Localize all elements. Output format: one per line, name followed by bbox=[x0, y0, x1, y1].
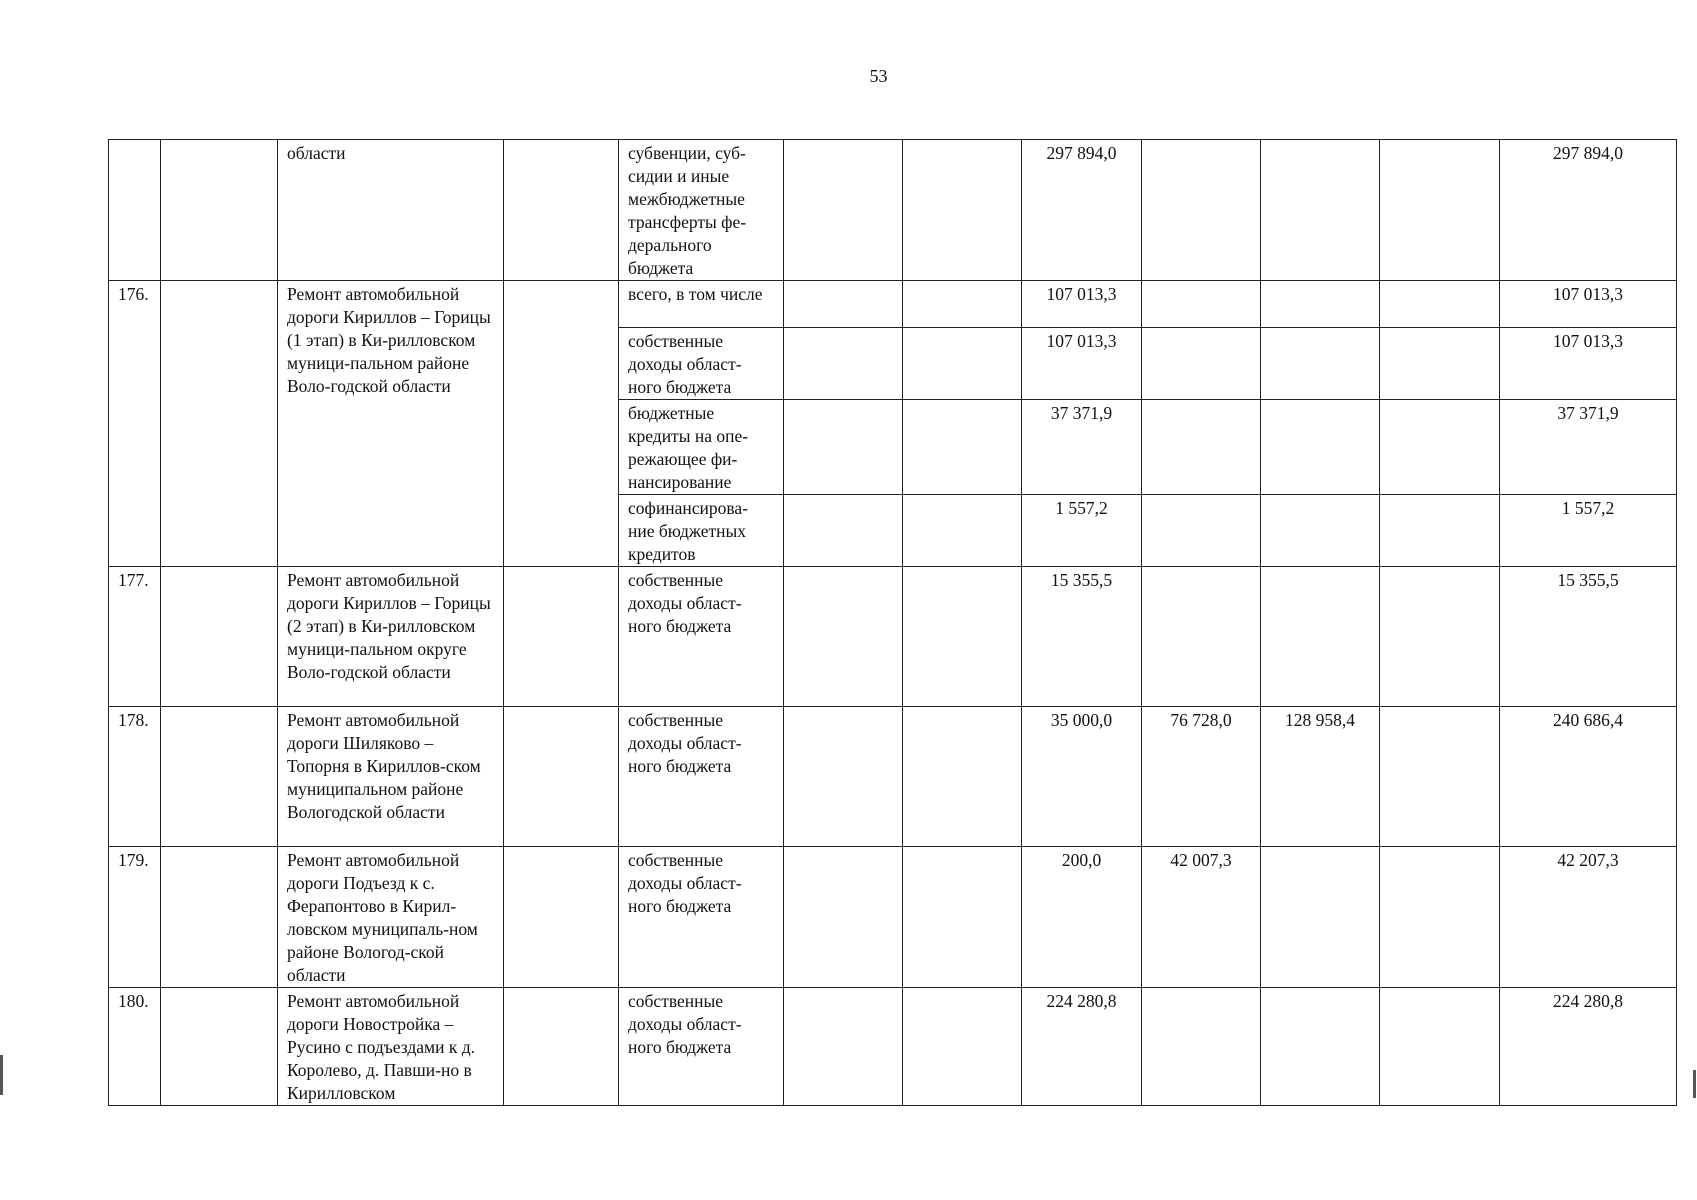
amount-cell bbox=[1261, 847, 1380, 988]
amount-cell bbox=[1380, 328, 1500, 400]
page-number: 53 bbox=[869, 66, 888, 86]
empty-cell bbox=[784, 281, 903, 328]
funding-source: собственные доходы област-ного бюджета bbox=[619, 328, 784, 400]
amount-cell bbox=[1261, 328, 1380, 400]
amount-cell bbox=[1380, 400, 1500, 495]
empty-cell bbox=[784, 495, 903, 567]
empty-cell bbox=[504, 847, 619, 988]
amount-cell bbox=[1142, 140, 1261, 281]
object-name: области bbox=[278, 140, 504, 281]
total-cell: 107 013,3 bbox=[1500, 281, 1677, 328]
object-name: Ремонт автомобильной дороги Кириллов – Горицы (1 этап) в Ки-рилловском муници-пальном районе Воло-годской области bbox=[278, 281, 504, 567]
total-cell: 240 686,4 bbox=[1500, 707, 1677, 847]
amount-cell bbox=[1142, 400, 1261, 495]
amount-cell: 1 557,2 bbox=[1022, 495, 1142, 567]
amount-cell bbox=[1261, 400, 1380, 495]
table-row bbox=[109, 281, 1677, 328]
empty-cell bbox=[504, 988, 619, 1106]
amount-cell bbox=[1142, 567, 1261, 707]
empty-cell bbox=[784, 567, 903, 707]
funding-source: субвенции, суб-сидии и иные межбюджетные трансферты фе-дерального бюджета bbox=[619, 140, 784, 281]
empty-cell bbox=[504, 567, 619, 707]
table-body bbox=[109, 140, 1677, 1106]
empty-cell bbox=[784, 400, 903, 495]
amount-cell bbox=[1142, 495, 1261, 567]
code-cell bbox=[161, 140, 278, 281]
amount-cell bbox=[1380, 567, 1500, 707]
object-name: Ремонт автомобильной дороги Кириллов – Горицы (2 этап) в Ки-рилловском муници-пальном округе Воло-годской области bbox=[278, 567, 504, 707]
row-number: 177. bbox=[109, 567, 161, 707]
row-number: 178. bbox=[109, 707, 161, 847]
amount-cell: 107 013,3 bbox=[1022, 328, 1142, 400]
code-cell bbox=[161, 988, 278, 1106]
empty-cell bbox=[903, 847, 1022, 988]
amount-cell: 297 894,0 bbox=[1022, 140, 1142, 281]
table-row bbox=[109, 567, 1677, 707]
amount-cell bbox=[1380, 707, 1500, 847]
amount-cell: 35 000,0 bbox=[1022, 707, 1142, 847]
empty-cell bbox=[784, 707, 903, 847]
empty-cell bbox=[903, 140, 1022, 281]
amount-cell bbox=[1380, 847, 1500, 988]
amount-cell: 42 007,3 bbox=[1142, 847, 1261, 988]
total-cell: 37 371,9 bbox=[1500, 400, 1677, 495]
row-number: 179. bbox=[109, 847, 161, 988]
code-cell bbox=[161, 847, 278, 988]
row-number bbox=[109, 140, 161, 281]
funding-source: всего, в том числе bbox=[619, 281, 784, 328]
empty-cell bbox=[903, 281, 1022, 328]
amount-cell bbox=[1261, 140, 1380, 281]
empty-cell bbox=[903, 567, 1022, 707]
amount-cell bbox=[1380, 495, 1500, 567]
amount-cell bbox=[1261, 495, 1380, 567]
empty-cell bbox=[784, 847, 903, 988]
empty-cell bbox=[504, 140, 619, 281]
empty-cell bbox=[784, 328, 903, 400]
amount-cell bbox=[1380, 140, 1500, 281]
empty-cell bbox=[903, 495, 1022, 567]
amount-cell: 128 958,4 bbox=[1261, 707, 1380, 847]
empty-cell bbox=[903, 400, 1022, 495]
table-row bbox=[109, 988, 1677, 1106]
object-name: Ремонт автомобильной дороги Новостройка – Русино с подъездами к д. Королево, д. Павши-но в Кирилловском bbox=[278, 988, 504, 1106]
row-number: 176. bbox=[109, 281, 161, 567]
amount-cell bbox=[1380, 281, 1500, 328]
amount-cell bbox=[1380, 988, 1500, 1106]
empty-cell bbox=[504, 707, 619, 847]
table-row bbox=[109, 847, 1677, 988]
empty-cell bbox=[504, 281, 619, 567]
amount-cell: 107 013,3 bbox=[1022, 281, 1142, 328]
total-cell: 1 557,2 bbox=[1500, 495, 1677, 567]
empty-cell bbox=[784, 988, 903, 1106]
empty-cell bbox=[903, 988, 1022, 1106]
total-cell: 15 355,5 bbox=[1500, 567, 1677, 707]
amount-cell bbox=[1142, 281, 1261, 328]
table-row bbox=[109, 140, 1677, 281]
amount-cell: 76 728,0 bbox=[1142, 707, 1261, 847]
funding-source: софинансирова-ние бюджетных кредитов bbox=[619, 495, 784, 567]
funding-source: собственные доходы област-ного бюджета bbox=[619, 847, 784, 988]
amount-cell bbox=[1261, 988, 1380, 1106]
code-cell bbox=[161, 281, 278, 567]
amount-cell bbox=[1261, 281, 1380, 328]
funding-source: бюджетные кредиты на опе-режающее фи-нансирование bbox=[619, 400, 784, 495]
table-row bbox=[109, 707, 1677, 847]
amount-cell: 224 280,8 bbox=[1022, 988, 1142, 1106]
object-name: Ремонт автомобильной дороги Шиляково – Топорня в Кириллов-ском муниципальном районе Вологодской области bbox=[278, 707, 504, 847]
empty-cell bbox=[903, 707, 1022, 847]
budget-table bbox=[108, 139, 1677, 1106]
funding-source: собственные доходы област-ного бюджета bbox=[619, 707, 784, 847]
total-cell: 107 013,3 bbox=[1500, 328, 1677, 400]
amount-cell: 37 371,9 bbox=[1022, 400, 1142, 495]
amount-cell bbox=[1261, 567, 1380, 707]
total-cell: 42 207,3 bbox=[1500, 847, 1677, 988]
total-cell: 297 894,0 bbox=[1500, 140, 1677, 281]
amount-cell bbox=[1142, 988, 1261, 1106]
total-cell: 224 280,8 bbox=[1500, 988, 1677, 1106]
scan-edge-mark-left bbox=[0, 1055, 3, 1095]
code-cell bbox=[161, 567, 278, 707]
row-number: 180. bbox=[109, 988, 161, 1106]
amount-cell: 15 355,5 bbox=[1022, 567, 1142, 707]
funding-source: собственные доходы област-ного бюджета bbox=[619, 567, 784, 707]
empty-cell bbox=[903, 328, 1022, 400]
code-cell bbox=[161, 707, 278, 847]
object-name: Ремонт автомобильной дороги Подъезд к с. Ферапонтово в Кирил-ловском муниципаль-ном районе Вологод-ской области bbox=[278, 847, 504, 988]
empty-cell bbox=[784, 140, 903, 281]
amount-cell: 200,0 bbox=[1022, 847, 1142, 988]
amount-cell bbox=[1142, 328, 1261, 400]
funding-source: собственные доходы област-ного бюджета bbox=[619, 988, 784, 1106]
scan-edge-mark-right bbox=[1693, 1070, 1696, 1098]
